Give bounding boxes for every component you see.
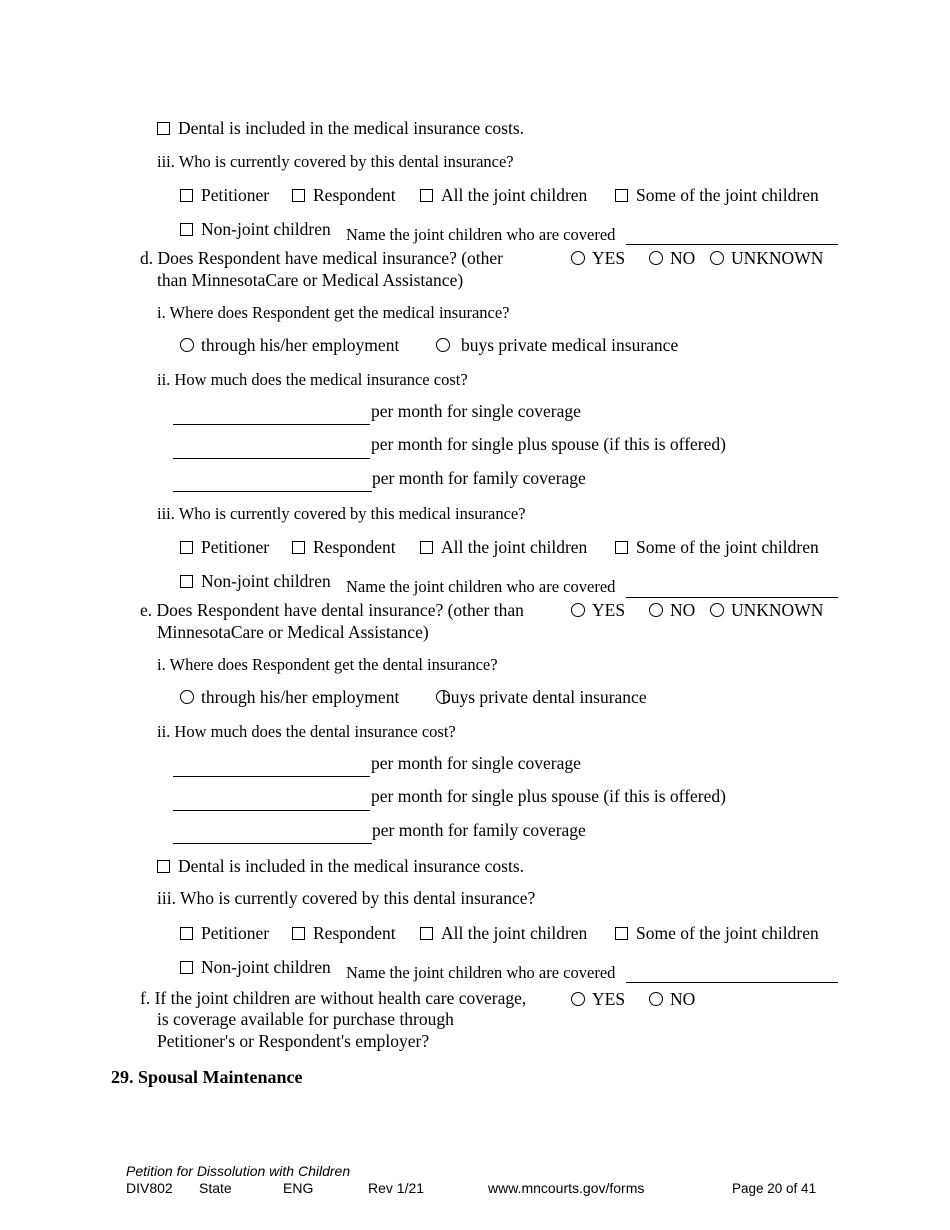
section-d-cost-spouse-field[interactable]: [173, 458, 370, 459]
section-e-no-radio[interactable]: NO: [649, 600, 695, 621]
section-e-question-line2: MinnesotaCare or Medical Assistance): [157, 622, 429, 642]
section-e-cost-spouse-label: per month for single plus spouse (if this is offered): [371, 786, 726, 806]
section-d-all-children-option[interactable]: All the joint children: [420, 537, 587, 558]
dental-included-checkbox-row[interactable]: [157, 118, 524, 139]
section-f-line1: f. If the joint children are without health care coverage,: [140, 988, 527, 1008]
section-f-line2: is coverage available for purchase through: [157, 1009, 454, 1029]
section-e-dental-included-label: Dental is included in the medical insurance costs.: [178, 856, 525, 876]
section-e-employment-radio[interactable]: through his/her employment: [180, 687, 399, 708]
checkbox[interactable]: [420, 541, 433, 554]
radio[interactable]: [436, 338, 450, 352]
footer-page-number: Page 20 of 41: [732, 1181, 817, 1196]
radio[interactable]: [571, 992, 585, 1006]
dental-c-name-field[interactable]: [626, 244, 838, 245]
radio[interactable]: [180, 690, 194, 704]
checkbox[interactable]: [180, 927, 193, 940]
section-e-cost-question: ii. How much does the dental insurance cost?: [157, 722, 456, 741]
section-d-name-label: Name the joint children who are covered: [346, 577, 616, 596]
section-d-some-children-option[interactable]: Some of the joint children: [615, 537, 819, 558]
section-d-cost-family-label: per month for family coverage: [372, 468, 586, 488]
dental-c-all-children-option[interactable]: All the joint children: [420, 185, 587, 206]
section-e-respondent-option[interactable]: Respondent: [292, 923, 396, 944]
footer-language: ENG: [283, 1180, 314, 1196]
radio[interactable]: [180, 338, 194, 352]
dental-who-question: iii. Who is currently covered by this dental insurance?: [157, 152, 514, 171]
dental-c-respondent-option[interactable]: Respondent: [292, 185, 396, 206]
dental-c-some-children-option[interactable]: Some of the joint children: [615, 185, 819, 206]
section-d-cost-single-label: per month for single coverage: [371, 401, 581, 421]
section-d-who-question: iii. Who is currently covered by this medical insurance?: [157, 504, 526, 523]
checkbox[interactable]: [180, 541, 193, 554]
radio[interactable]: [571, 251, 585, 265]
checkbox[interactable]: [420, 189, 433, 202]
checkbox[interactable]: [615, 927, 628, 940]
section-e-private-radio[interactable]: buys private dental insurance: [436, 687, 647, 708]
footer-jurisdiction: State: [199, 1180, 232, 1196]
section-f-yes-radio[interactable]: YES: [571, 989, 625, 1010]
section-d-non-joint-option[interactable]: Non-joint children: [180, 571, 331, 592]
section-d-private-radio[interactable]: buys private medical insurance: [436, 335, 678, 356]
section-e-some-children-option[interactable]: Some of the joint children: [615, 923, 819, 944]
checkbox[interactable]: [180, 223, 193, 236]
section-29-heading: 29. Spousal Maintenance: [111, 1067, 303, 1087]
section-d-question-line2: than MinnesotaCare or Medical Assistance): [157, 270, 464, 290]
section-d-unknown-radio[interactable]: UNKNOWN: [710, 248, 823, 269]
section-e-cost-family-label: per month for family coverage: [372, 820, 586, 840]
section-d-cost-single-field[interactable]: [173, 424, 370, 425]
footer-form-code: DIV802: [126, 1180, 173, 1196]
checkbox[interactable]: [615, 189, 628, 202]
section-e-non-joint-option[interactable]: Non-joint children: [180, 957, 331, 978]
section-d-cost-question: ii. How much does the medical insurance cost?: [157, 370, 468, 389]
section-e-cost-single-field[interactable]: [173, 776, 370, 777]
footer-url: www.mncourts.gov/forms: [488, 1180, 645, 1196]
checkbox[interactable]: [292, 927, 305, 940]
section-d-question-line1: d. Does Respondent have medical insurance? (other: [140, 248, 503, 268]
radio[interactable]: [649, 603, 663, 617]
section-d-cost-family-field[interactable]: [173, 491, 372, 492]
radio[interactable]: [649, 251, 663, 265]
section-d-no-radio[interactable]: NO: [649, 248, 695, 269]
section-e-dental-included-row[interactable]: [157, 856, 524, 877]
section-e-where-question: i. Where does Respondent get the dental insurance?: [157, 655, 498, 674]
dental-c-non-joint-option[interactable]: Non-joint children: [180, 219, 331, 240]
footer-revision: Rev 1/21: [368, 1180, 425, 1196]
section-e-all-children-option[interactable]: All the joint children: [420, 923, 587, 944]
section-e-question-line1: e. Does Respondent have dental insurance? (other than: [140, 600, 524, 620]
radio[interactable]: [710, 603, 724, 617]
section-e-name-label: Name the joint children who are covered: [346, 963, 616, 982]
section-e-yes-radio[interactable]: YES: [571, 600, 625, 621]
section-f-line3: Petitioner's or Respondent's employer?: [157, 1031, 430, 1051]
checkbox[interactable]: [180, 961, 193, 974]
dental-c-petitioner-option[interactable]: Petitioner: [180, 185, 269, 206]
checkbox[interactable]: [180, 575, 193, 588]
section-e-who-question: iii. Who is currently covered by this dental insurance?: [157, 888, 536, 908]
section-d-respondent-option[interactable]: Respondent: [292, 537, 396, 558]
section-d-where-question: i. Where does Respondent get the medical insurance?: [157, 303, 510, 322]
radio[interactable]: [649, 992, 663, 1006]
footer-title: Petition for Dissolution with Children: [126, 1163, 351, 1179]
checkbox[interactable]: [157, 122, 170, 135]
section-d-name-field[interactable]: [626, 597, 838, 598]
section-d-cost-spouse-label: per month for single plus spouse (if this is offered): [371, 434, 726, 454]
section-e-petitioner-option[interactable]: Petitioner: [180, 923, 269, 944]
section-e-name-field[interactable]: [626, 982, 838, 983]
section-e-cost-spouse-field[interactable]: [173, 810, 370, 811]
checkbox[interactable]: [615, 541, 628, 554]
section-f-no-radio[interactable]: NO: [649, 989, 695, 1010]
section-d-petitioner-option[interactable]: Petitioner: [180, 537, 269, 558]
section-e-cost-family-field[interactable]: [173, 843, 372, 844]
checkbox[interactable]: [292, 541, 305, 554]
section-e-unknown-radio[interactable]: UNKNOWN: [710, 600, 823, 621]
checkbox[interactable]: [420, 927, 433, 940]
section-d-employment-radio[interactable]: through his/her employment: [180, 335, 399, 356]
section-e-cost-single-label: per month for single coverage: [371, 753, 581, 773]
radio[interactable]: [710, 251, 724, 265]
dental-included-label: Dental is included in the medical insurance costs.: [178, 118, 525, 138]
checkbox[interactable]: [292, 189, 305, 202]
section-d-yes-radio[interactable]: YES: [571, 248, 625, 269]
radio[interactable]: [571, 603, 585, 617]
dental-c-name-label: Name the joint children who are covered: [346, 225, 616, 244]
checkbox[interactable]: [157, 860, 170, 873]
checkbox[interactable]: [180, 189, 193, 202]
